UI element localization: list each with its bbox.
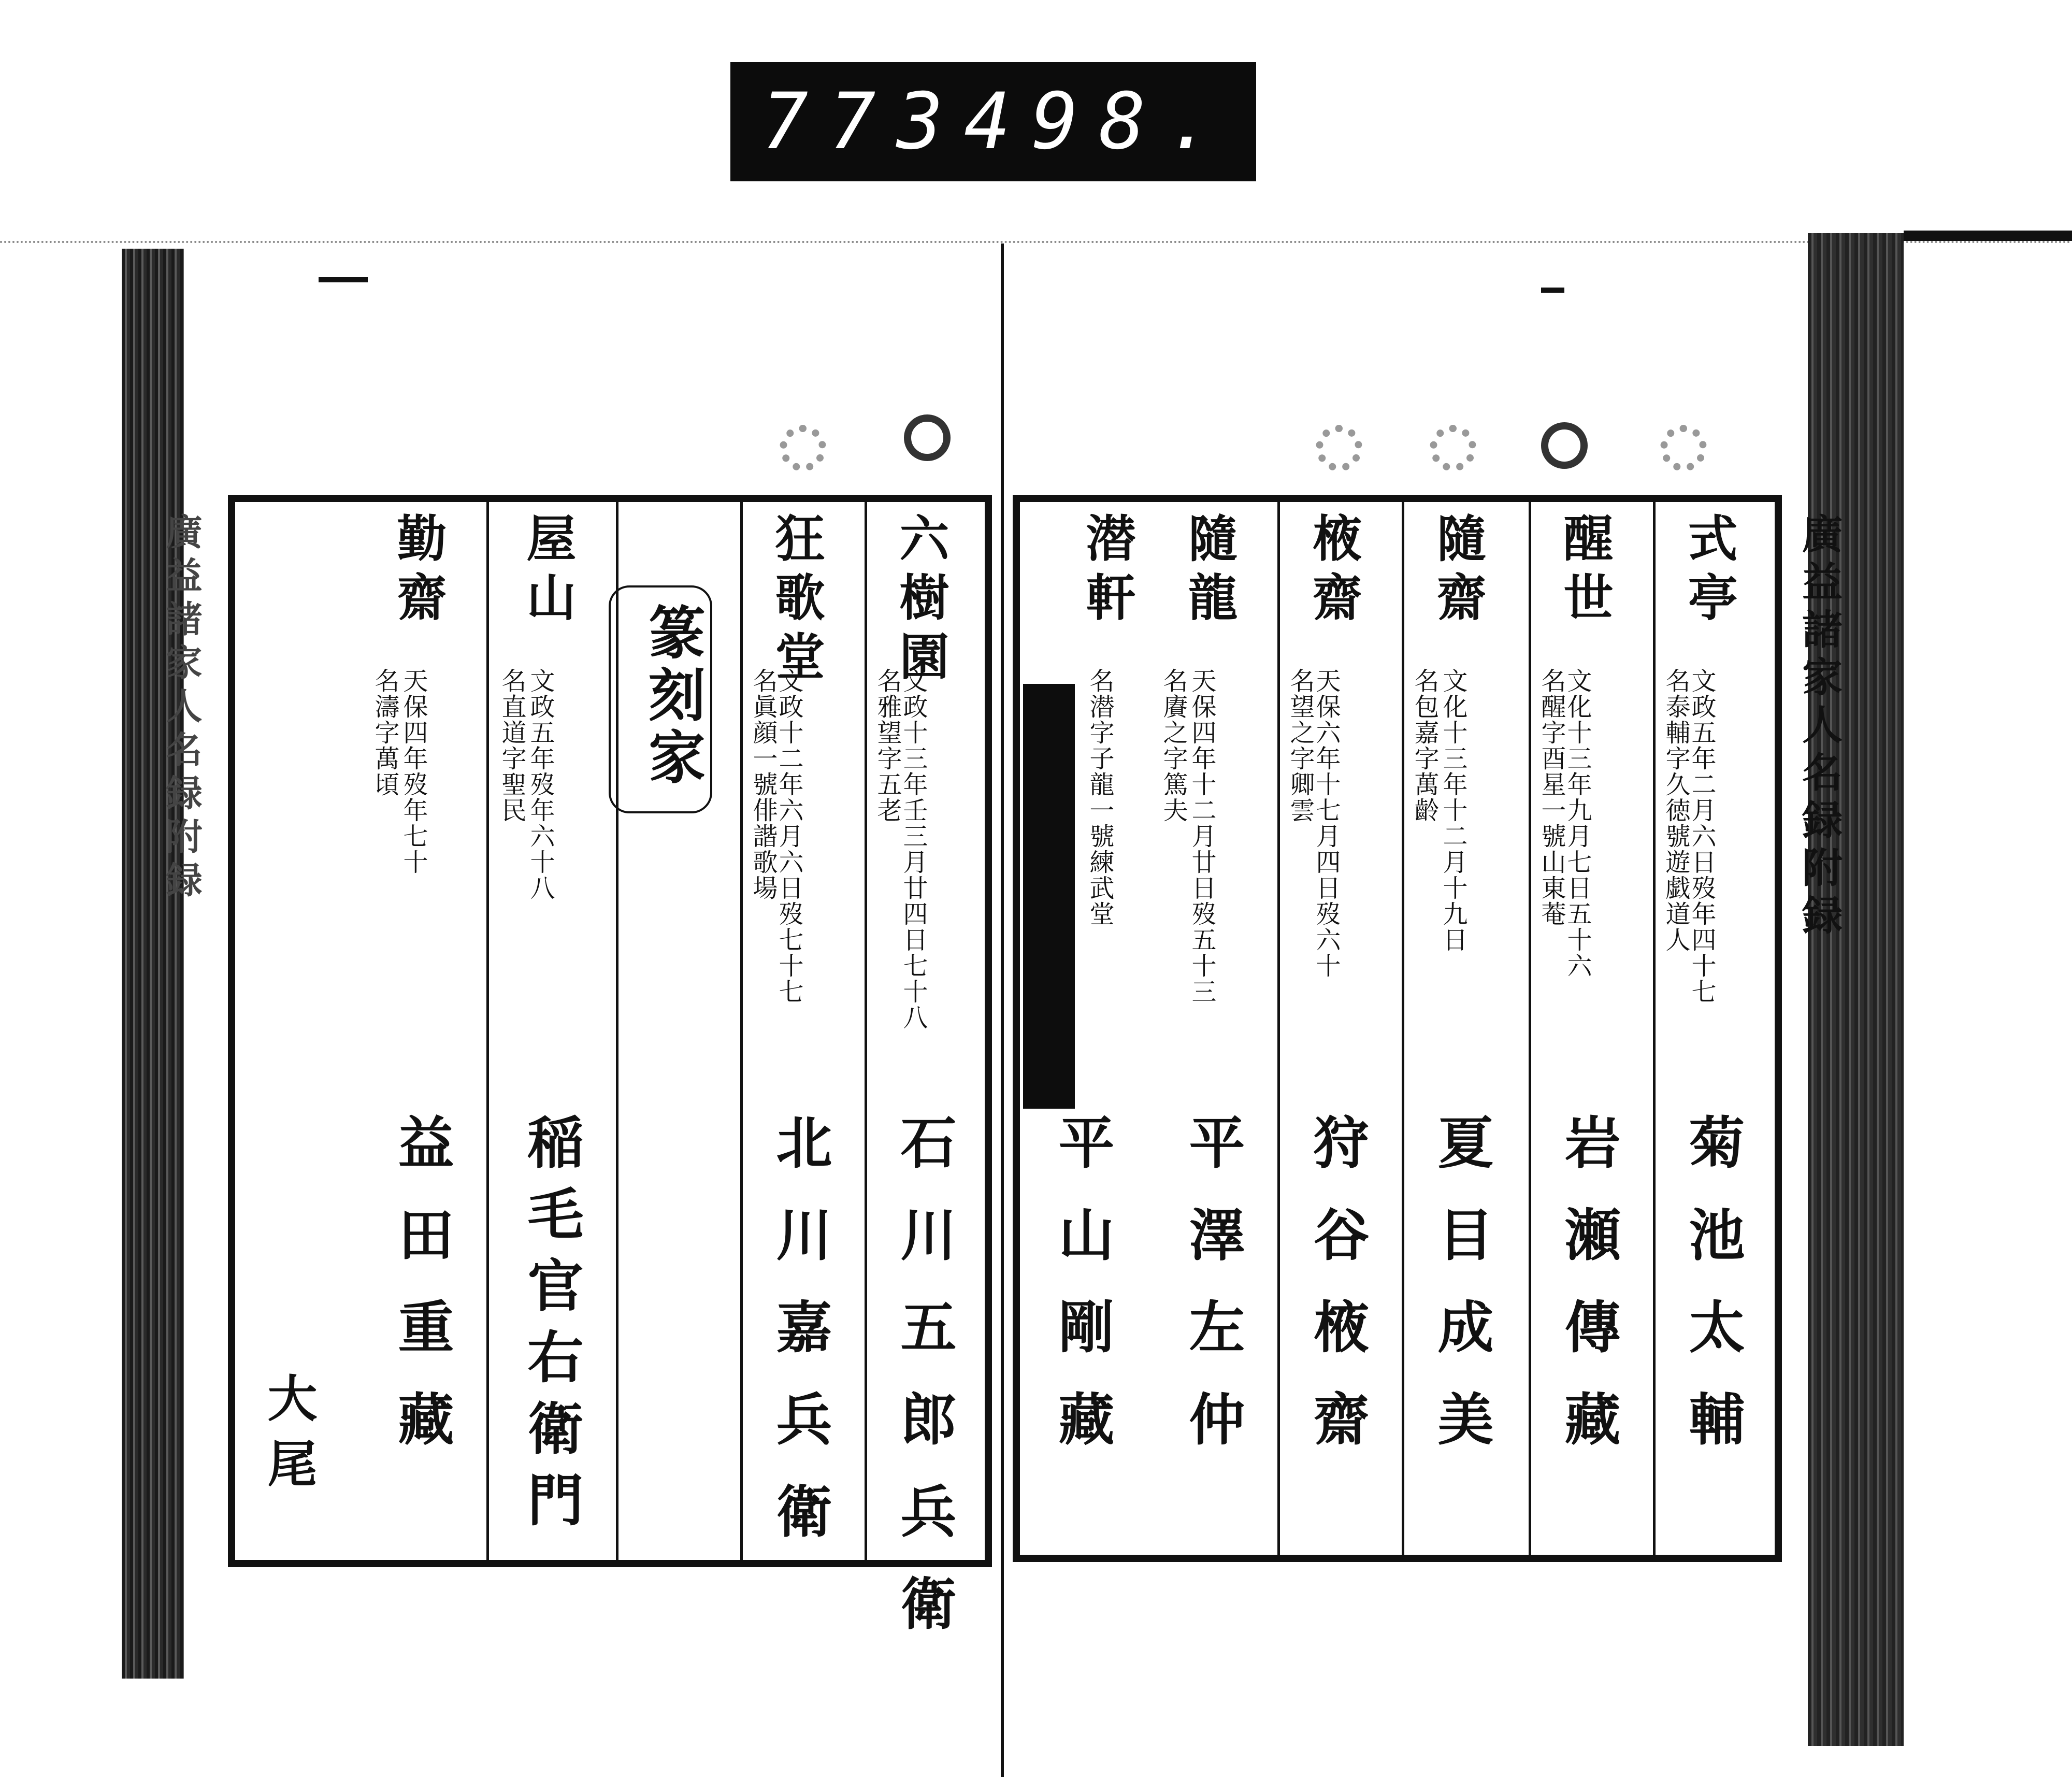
entry-title: 棭齋 [1304,512,1363,630]
entry-date: 文政五年歿年六十八 [526,668,555,901]
entry-title: 隨龍 [1180,512,1239,630]
running-title: 廣益諸家人名録附録 [1795,513,1843,942]
redaction-bar [1023,684,1075,1109]
frame-number-right: 498. [963,77,1234,167]
binding-hole-icon [904,414,951,461]
entry-name: 北川嘉兵衛 [767,1113,832,1574]
entry-detail: 名泰輔字久徳號遊戯道人 [1661,668,1690,953]
entry-title: 狂歌堂 [767,512,826,690]
entry-name: 稲毛官右衛門 [518,1113,583,1542]
entry-title: 潜軒 [1078,512,1136,630]
entry-date: 文政十二年六月六日歿七十七 [774,668,803,1005]
binding-hole-icon [780,425,826,471]
entry-date: 天保六年十七月四日歿六十 [1312,668,1341,979]
entry-detail: 名望之字卿雲 [1286,668,1315,823]
entry-name: 平澤左仲 [1179,1113,1245,1482]
film-frame-label [730,62,1256,181]
entry-title: 式亭 [1680,512,1738,630]
entry-detail: 名直道字聖民 [497,668,526,823]
page-edge-mark [1904,231,2072,241]
entry-title: 六樹園 [891,512,950,690]
page-top-edge [0,241,2072,243]
entry-column [486,502,618,1560]
entry-title: 醒世 [1556,512,1614,630]
scan-smudge [319,277,368,282]
scan-smudge [1541,288,1564,293]
category-label: 篆刻家 [639,603,706,790]
end-mark: 大尾 [260,1372,318,1503]
frame-number-left: 773 [761,77,964,167]
right-page-panel [1013,495,1782,1562]
entry-detail: 名濤字萬頃 [370,668,399,797]
entry-column [1148,502,1280,1555]
entry-detail: 名眞顔一號俳諧歌場 [749,668,778,901]
entry-name: 岩瀬傳藏 [1555,1113,1620,1482]
entry-date: 文化十三年九月七日五十六 [1563,668,1592,979]
entry-name: 平山剛藏 [1049,1113,1114,1482]
entry-title: 屋山 [519,512,577,630]
book-page-edges-right [1808,233,1904,1746]
entry-detail: 名潜字子龍一號練武堂 [1085,668,1114,927]
entry-name: 菊池太輔 [1679,1113,1745,1482]
entry-detail: 名雅望字五老 [873,668,902,823]
entry-date: 文政十三年壬三月廿四日七十八 [899,668,928,1030]
entry-column [865,502,985,1667]
binding-hole-icon [1541,422,1588,469]
entry-name: 石川五郎兵衛 [891,1113,956,1667]
entry-name: 狩谷棭齋 [1304,1113,1369,1482]
category-label-box [609,585,712,813]
binding-hole-icon [1660,425,1707,471]
entry-title: 隨齋 [1429,512,1487,630]
entry-date: 文化十三年十二月十九日 [1438,668,1467,953]
entry-column [1529,502,1656,1555]
entry-column [362,502,489,1560]
footer-column [235,502,362,1560]
entry-column [1402,502,1531,1555]
entry-date: 天保四年十二月廿日歿五十三 [1187,668,1216,1005]
entry-detail: 名賡之字篤夫 [1159,668,1188,823]
binding-hole-icon [1316,425,1362,471]
entry-name: 夏目成美 [1428,1113,1493,1482]
book-page-edges-left [122,249,184,1679]
entry-column [1277,502,1404,1555]
entry-date: 天保四年歿年七十 [399,668,428,875]
entry-date: 文政五年二月六日歿年四十七 [1687,668,1716,1005]
running-title-left: 廣益諸家人名録附録 [160,513,203,905]
entry-column [740,502,867,1574]
entry-title: 勤齋 [389,512,448,630]
book-spine [1001,243,1004,1777]
binding-hole-icon [1430,425,1476,471]
entry-detail: 名包嘉字萬齡 [1410,668,1439,823]
entry-column [1653,502,1775,1555]
entry-detail: 名醒字酉星一號山東菴 [1537,668,1566,927]
entry-name: 益田重藏 [388,1113,454,1482]
